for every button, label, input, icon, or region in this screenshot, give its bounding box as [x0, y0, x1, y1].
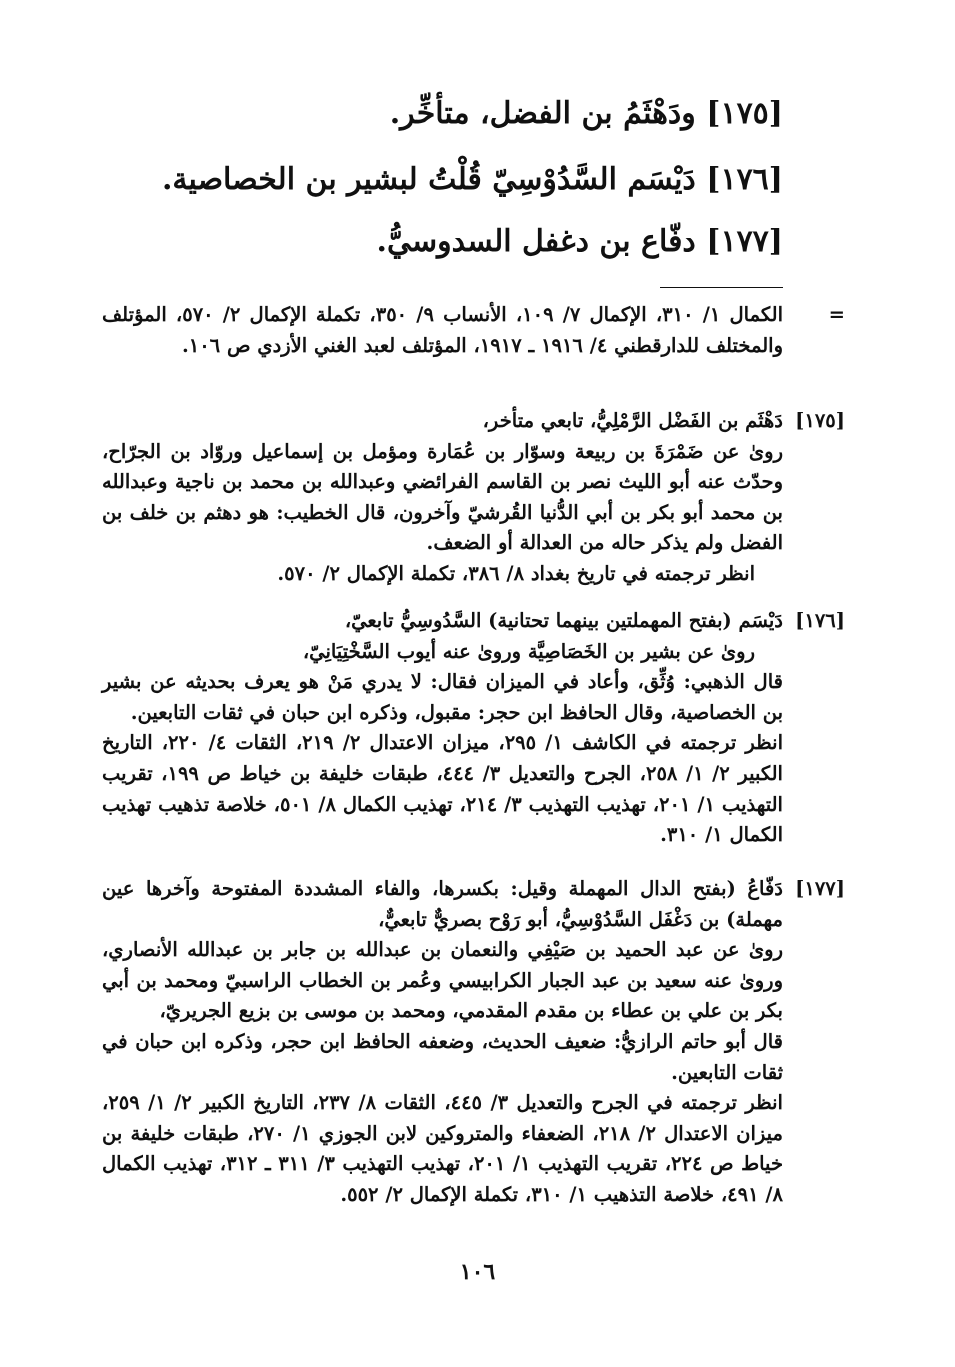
footnote-175 [102, 406, 783, 590]
footnote-separator [660, 287, 783, 288]
footnote-paragraph: روىٰ عن بشير بن الخَصَاصِيَّة وروىٰ عنه أيوب السَّخْتِيَانِيّ، [302, 639, 755, 663]
page-number: ١٠٦ [459, 1259, 496, 1285]
footnote-paragraph: روىٰ عن عبد الحميد بن صَيْفِي والنعمان بن عبدالله بن جابر بن عبدالله الأنصاري، وروىٰ عنه سعيد بن عبد الجبار الكرابيسي وعُمر بن الخطاب الراسبيّ ومحمد بن أبي بكر بن علي بن عطاء بن مقدم المقدمي، ومحمد بن موسى بن بزيع الجريريّ، [102, 938, 783, 1023]
footnote-continuation: الكمال ١/ ٣١٠، الإكمال ٧/ ١٠٩، الأنساب ٩/ ٣٥٠، تكملة الإكمال ٢/ ٥٧٠، المؤتلف والمختلف للدارقطني ٤/ ١٩١٦ ـ ١٩١٧، المؤتلف لعبد الغني الأزدي ص ١٠٦. [102, 303, 784, 357]
footnote-paragraph: انظر ترجمته في الكاشف ١/ ٢٩٥، ميزان الاعتدال ٢/ ٢١٩، الثقات ٤/ ٢٢٠، التاريخ الكبير ٢/ ١/ ٢٥٨، الجرح والتعديل ٣/ ٤٤٤، طبقات خليفة بن خياط ص ١٩٩، تقريب التهذيب ١/ ٢٠١، تهذيب التهذيب ٣/ ٢١٤، تهذيب الكمال ٨/ ٥٠١، خلاصة تذهيب تهذيب الكمال ١/ ٣١٠. [102, 731, 783, 847]
footnote-number-175: [١٧٥] [795, 409, 845, 432]
footnote-176 [102, 606, 783, 851]
footnote-paragraph: انظر ترجمته في تاريخ بغداد ٨/ ٣٨٦، تكملة الإكمال ٢/ ٥٧٠. [277, 561, 755, 585]
footnote-paragraph: قال أبو حاتم الرازيُّ: ضعيف الحديث، وضعفه الحافظ ابن حجر، وذكره ابن حبان في ثقات التابعين. [102, 1029, 783, 1084]
main-entry-177 [150, 222, 783, 262]
footnote-paragraph: دَيْسَم (بفتح المهملتين بينهما تحتانية) السَّدُوسِيُّ تابعيّ، [344, 609, 783, 632]
entry-text: ودَهْثَمُ بن الفضل، متأخِّر. [389, 96, 696, 131]
main-entry-176 [150, 160, 783, 200]
entry-number: [١٧٥] [706, 96, 783, 131]
footnote-paragraph: انظر ترجمته في الجرح والتعديل ٣/ ٤٤٥، الثقات ٨/ ٢٣٧، التاريخ الكبير ٢/ ١/ ٢٥٩، ميزان الاعتدال ٢/ ٢١٨، الضعفاء والمتروكين لابن الجوزي ١/ ٢٧٠، طبقات خليفة بن خياط ص ٢٢٤، تقريب التهذيب ١/ ٢٠١، تهذيب التهذيب ٣/ ٣١١ ـ ٣١٢، تهذيب الكمال ٨/ ٤٩١، خلاصة التذهيب ١/ ٣١٠، تكملة الإكمال ٢/ ٥٥٢. [102, 1091, 783, 1206]
main-entry-175 [150, 94, 783, 134]
entry-text: دَيْسَم السَّدُوْسِيّ قُلْتُ لبشير بن الخصاصية. [161, 162, 696, 197]
footnote-paragraph: دَفّاعُ (بفتح الدال المهملة وقيل: بكسرها، والفاء المشددة المفتوحة وآخرها عين مهملة) بن دَغْفَل السَّدُوْسِيُّ، أبو رَوْح بصريٌّ تابعيٌّ، [102, 877, 783, 931]
footnote-paragraph: دَهْثَم بن الفَضْل الرَّمْلِيُّ، تابعي متأخر، [482, 409, 783, 432]
entry-number: [١٧٦] [706, 162, 783, 197]
entry-text: دفّاع بن دغفل السدوسيُّ. [376, 224, 696, 259]
entry-number: [١٧٧] [706, 224, 783, 259]
footnote-paragraph: قال الذهبي: وُثِّق، وأعاد في الميزان فقال: لا يدري مَنْ هو يعرف بحديثه عن بشير بن الخصاصية، وقال الحافظ ابن حجر: مقبول، وذكره ابن حبان في ثقات التابعين. [102, 670, 783, 724]
footnote-number-177: [١٧٧] [795, 877, 845, 900]
footnote-paragraph: روىٰ عن ضَمْرَةَ بن ربيعة وسوّار بن عُمَارة ومؤمل بن إسماعيل وروّاد بن الجرّاح، وحدّث عنه أبو الليث نصر بن القاسم الفرائضي وعبدالله بن محمد بن ناجية وعبدالله بن محمد أبو بكر بن أبي الدُّنيا القُرشيّ وآخرون، قال الخطيب: هو دهثم بن خلف بن الفضل ولم يذكر حاله من العدالة أو الضعف. [102, 439, 783, 555]
footnote-number-176: [١٧٦] [795, 609, 845, 632]
continuation-marker: = [828, 303, 845, 326]
footnote-177 [102, 874, 783, 1211]
